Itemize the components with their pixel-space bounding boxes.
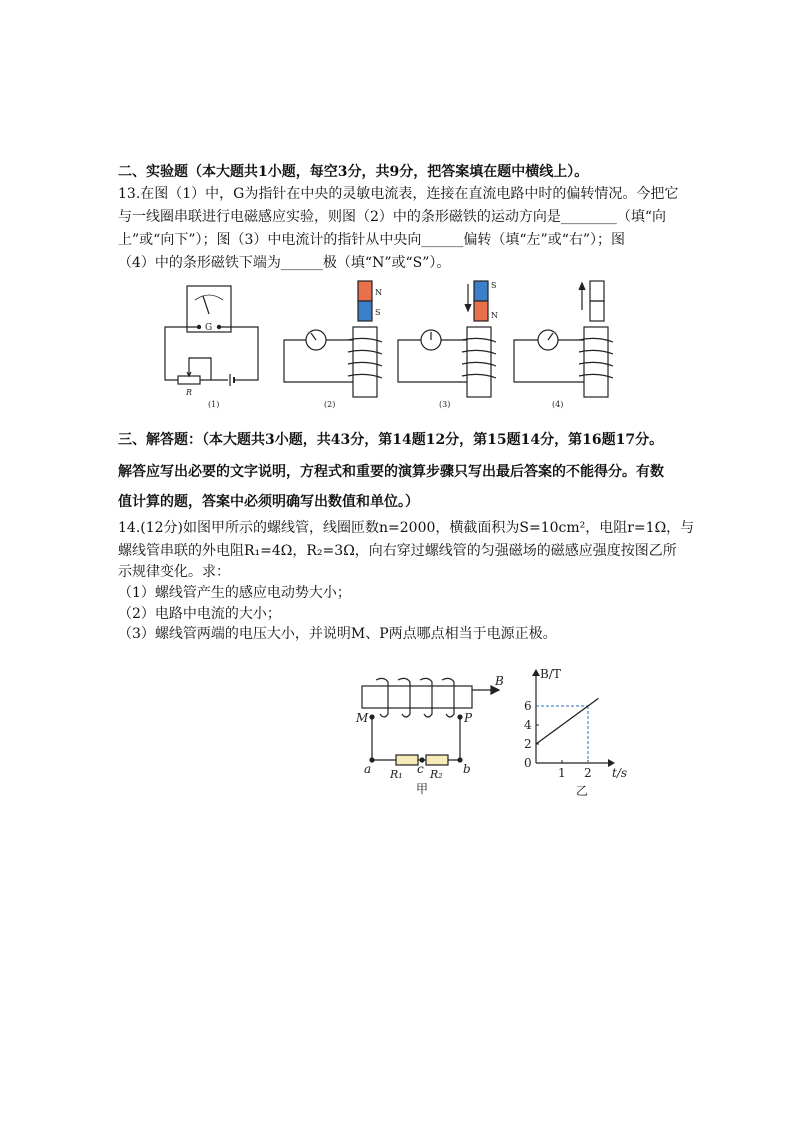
q14-line-3: 示规律变化。求： [118,564,230,580]
resistor-R2 [426,755,448,765]
fig-yi-chart [512,660,636,800]
x-tick-label-2: 2 [584,766,592,780]
label-b: b [463,762,471,776]
solenoid-tube [362,686,472,708]
y-tick-label-4: 4 [524,718,532,732]
q13-line-3: 上”或“向下”）；图（3）中电流计的指针从中央向______偏转（填“左”或“右”）；图 [118,232,626,248]
fig3-magnet-north [474,301,488,321]
fig-jia [350,668,520,800]
caption-1: (1) [208,400,220,409]
section3-heading-1: 三、解答题：（本大题共3小题，共43分，第14题12分，第15题14分，第16题17分。 [118,432,664,448]
fig2-setup [284,281,382,409]
resistor-label: R [186,388,193,397]
q14-line-6: （3）螺线管两端的电压大小，并说明M、P两点哪点相当于电源正极。 [118,626,557,642]
caption-3: (3) [439,400,451,409]
q14-line-1: 14.(12分)如图甲所示的螺线管，线圈匝数n=2000，横截面积为S=10cm²，电阻r=1Ω，与 [118,520,695,536]
fig3-setup [398,281,498,409]
caption-4: (4) [552,400,564,409]
q13-line-4: （4）中的条形磁铁下端为______极（填“N”或“S”）。 [118,255,451,271]
fig2-label-bottom: S [375,308,381,317]
y-axis-label: B/T [540,667,561,681]
caption-jia: 甲 [416,782,429,796]
caption-2: (2) [324,400,336,409]
fig2-label-top: N [375,288,382,297]
fig4-magnet-top [590,281,604,301]
q14-line-4: （1）螺线管产生的感应电动势大小； [118,585,351,601]
x-tick-label-1: 1 [558,766,566,780]
fig2-magnet-north [358,281,372,301]
section3-heading-3: 值计算的题，答案中必须明确写出数值和单位。） [118,494,419,510]
fig4-setup [514,281,613,409]
y-tick-label-6: 6 [524,699,532,713]
label-R2: R₂ [430,768,443,781]
series-line-B [536,698,598,744]
label-M: M [356,711,369,725]
label-a: a [364,762,372,776]
resistor-R1 [396,755,418,765]
fig2-magnet-south [358,301,372,321]
q14-line-2: 螺线管串联的外电阻R₁=4Ω，R₂=3Ω，向右穿过螺线管的匀强磁场的磁感应强度按图乙所 [118,543,677,559]
q13-line-2: 与一线圈串联进行电磁感应实验，则图（2）中的条形磁铁的运动方向是________（填“向 [118,209,667,225]
fig3-label-bottom: N [491,311,498,320]
label-P: P [464,711,473,725]
galvanometer-needle [203,296,209,314]
y-tick-label-2: 2 [524,737,532,751]
fig3-magnet-south [474,281,488,301]
fig4-magnet-bottom [590,301,604,321]
x-axis-label: t/s [612,766,628,780]
y-axis-arrow [532,669,540,676]
label-c: c [417,762,424,776]
section3-heading-2: 解答应写出必要的文字说明，方程式和重要的演算步骤只写出最后答案的不能得分。有数 [118,464,664,480]
fig3-label-top: S [491,281,497,290]
caption-yi: 乙 [576,784,589,798]
label-R1: R₁ [390,768,403,781]
galvanometer-label: G [205,323,213,333]
q14-line-5: （2）电路中电流的大小； [118,606,281,622]
q13-line-1: 13.在图（1）中，G为指针在中央的灵敏电流表，连接在直流电路中时的偏转情况。今把它 [118,186,679,202]
section2-heading: 二、实验题（本大题共1小题，每空3分，共9分，把答案填在题中横线上）。 [118,164,589,180]
q13-figure [150,274,630,414]
label-B: B [495,674,504,688]
galvanometer-scale [195,295,223,300]
y-tick-label-0: 0 [524,756,532,770]
solenoid-coil [376,678,454,717]
fig1-circuit [165,286,258,409]
